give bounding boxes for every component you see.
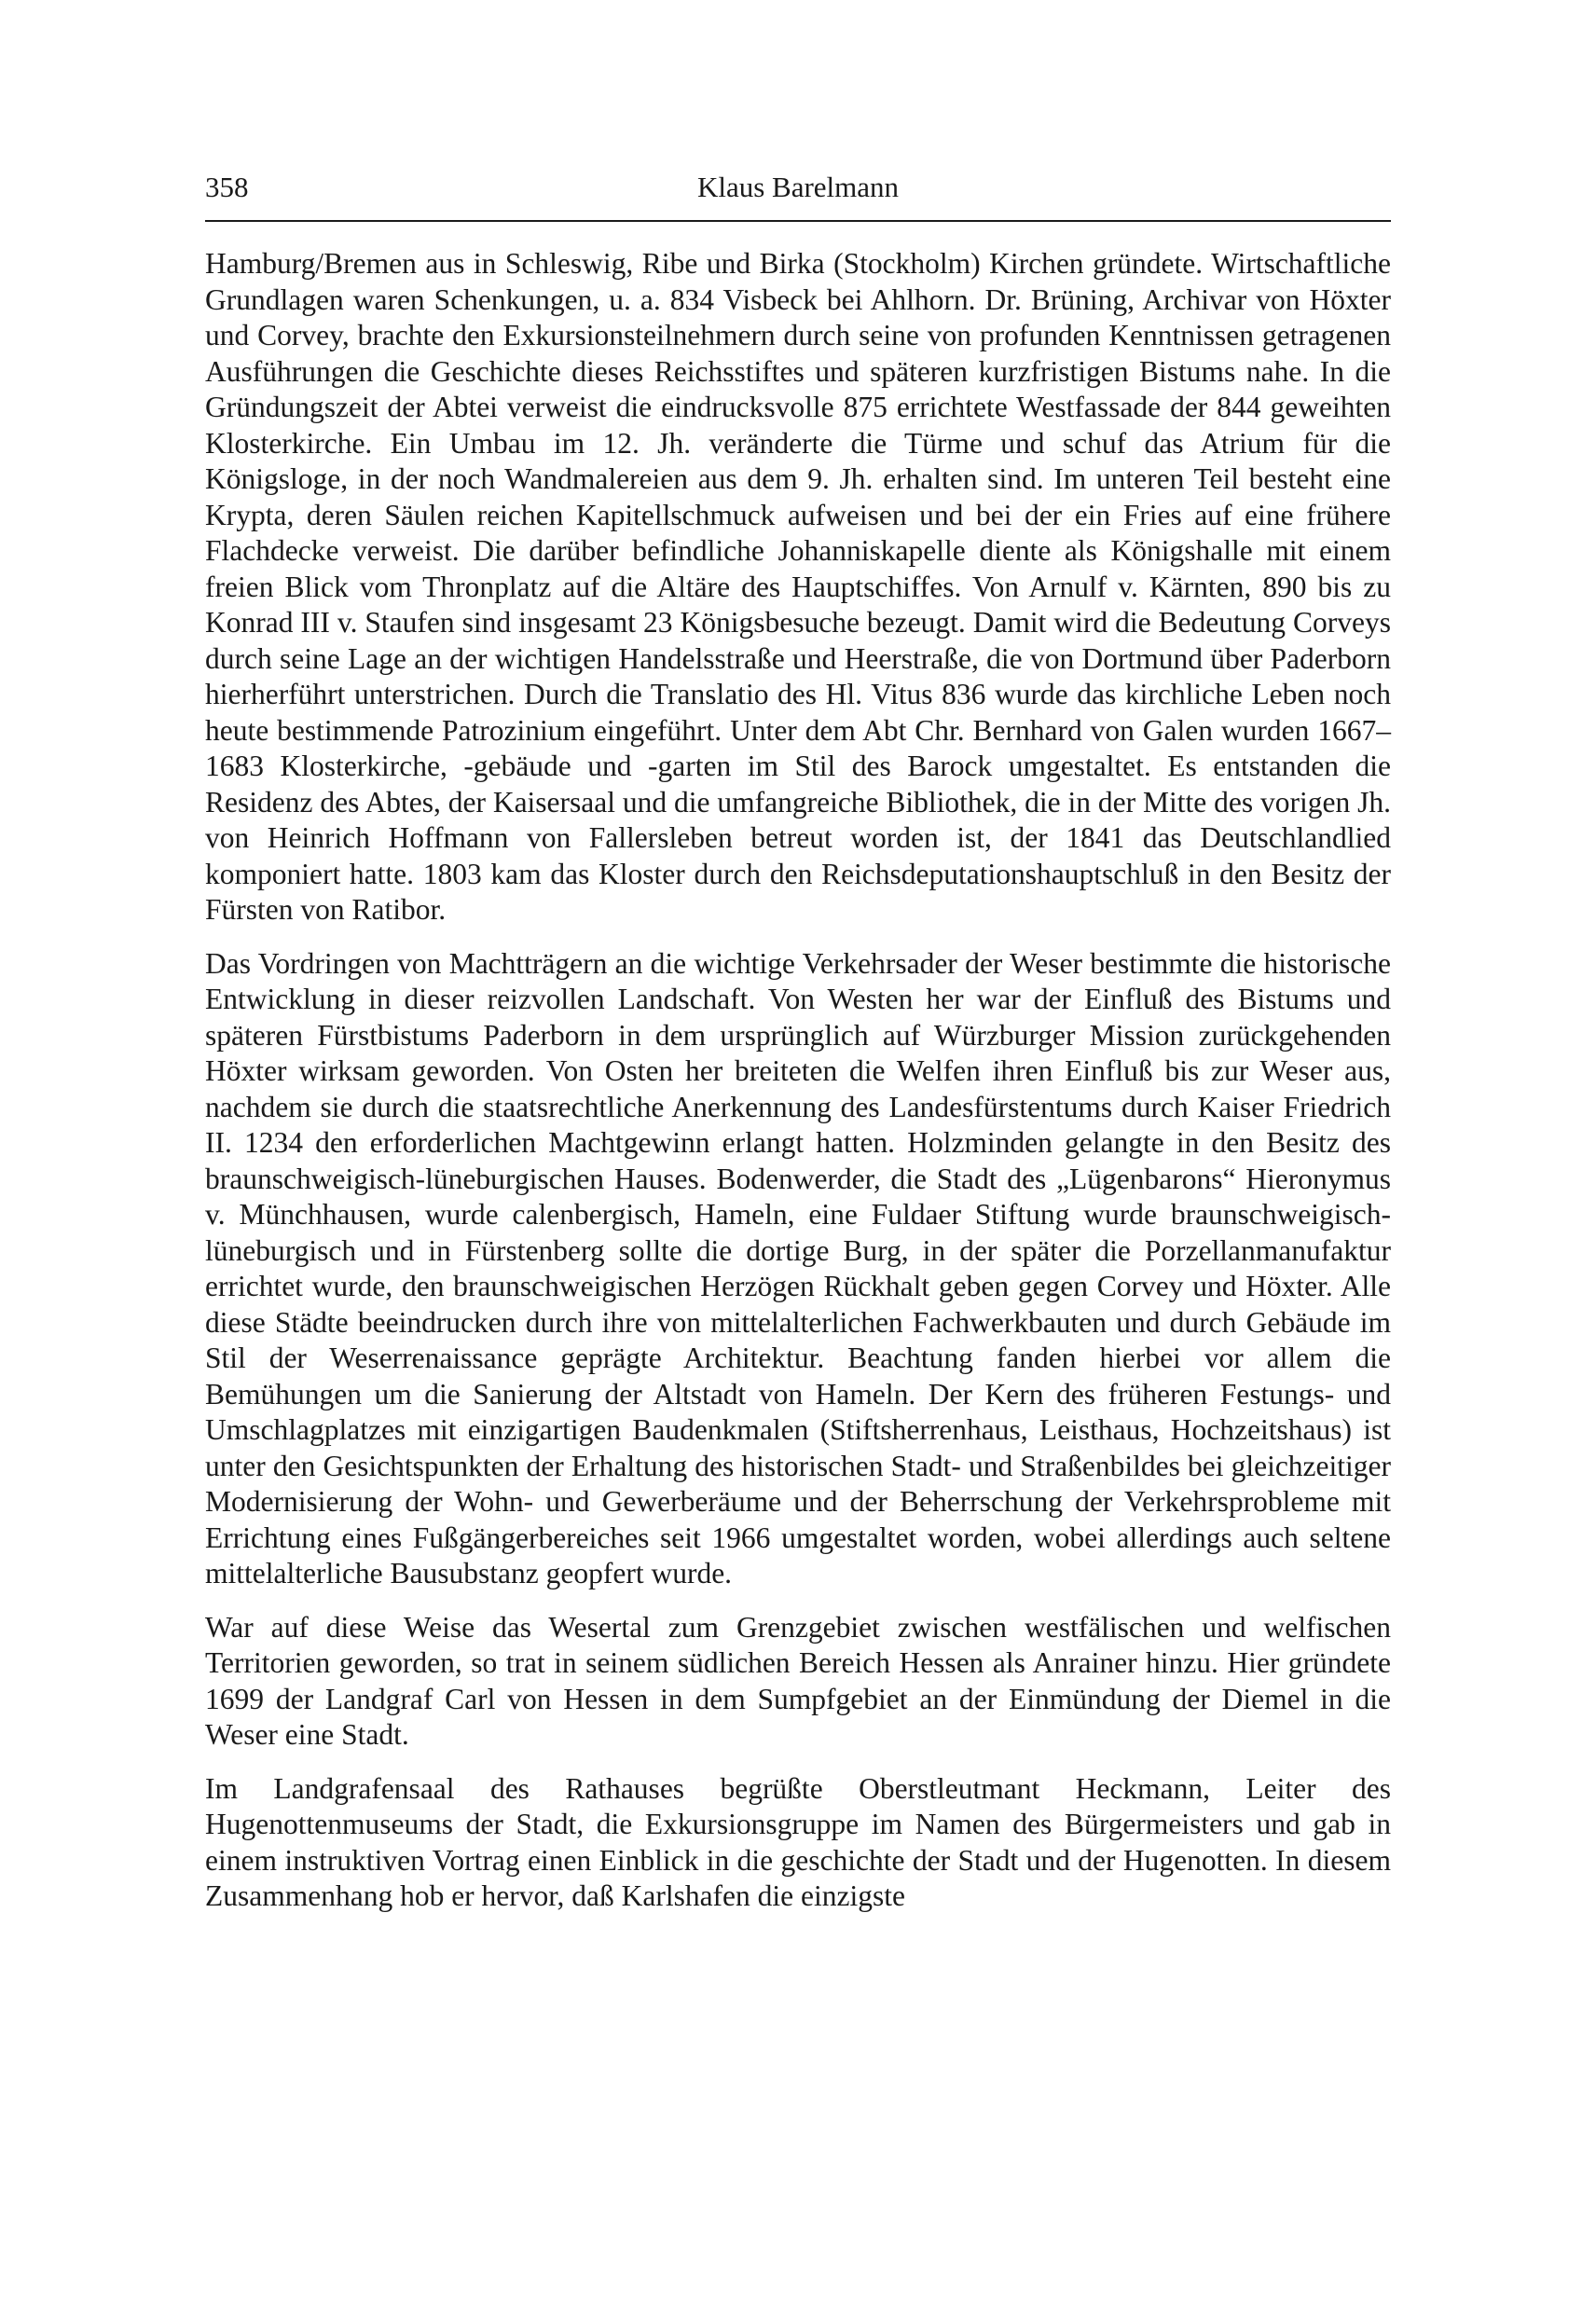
header-rule — [205, 220, 1391, 222]
body-text — [205, 246, 1391, 1933]
paragraph: War auf diese Weise das Wesertal zum Grenzgebiet zwischen westfälischen und welfischen Territorien geworden, so trat in seinem südlichen Bereich Hessen als Anrainer hinzu. Hier gründete 1699 der Landgraf Carl von Hessen in dem Sumpfgebiet an der Einmündung der Diemel in die Weser eine Stadt. — [205, 1610, 1391, 1751]
paragraph: Im Landgrafensaal des Rathauses begrüßte Oberstleutmant Heckmann, Leiter des Hugenottenmuseums der Stadt, die Exkursionsgruppe im Namen des Bürgermeisters und gab in einem instruktiven Vortrag einen Einblick in die geschichte der Stadt und der Hugenotten. In diesem Zusammenhang hob er hervor, daß Karlshafen die einzigste — [205, 1771, 1391, 1912]
paragraph: Das Vordringen von Machtträgern an die wichtige Verkehrsader der Weser bestimmte die historische Entwicklung in dieser reizvollen Landschaft. Von Westen her war der Einfluß des Bistums und späteren Fürstbistums Paderborn in dem ursprünglich auf Würzburger Mission zurückgehenden Höxter wirksam geworden. Von Osten her breiteten die Welfen ihren Einfluß bis zur Weser aus, nachdem sie durch die staatsrechtliche Anerkennung des Landesfürstentums durch Kaiser Friedrich II. 1234 den erforderlichen Machtgewinn erlangt hatten. Holzminden gelangte in den Besitz des braunschweigisch-lüneburgischen Hauses. Bodenwerder, die Stadt des „Lügenbarons“ Hieronymus v. Münchhausen, wurde calenbergisch, Hameln, eine Fuldaer Stiftung wurde braunschweigisch-lüneburgisch und in Fürstenberg sollte die dortige Burg, in der später die Porzellanmanufaktur errichtet wurde, den braunschweigischen Herzögen Rückhalt geben gegen Corvey und Höxter. Alle diese Städte beeindrucken durch ihre von mittelalterlichen Fachwerkbauten und durch Gebäude im Stil der Weserrenaissance geprägte Architektur. Beachtung fanden hierbei vor allem die Bemühungen um die Sanierung der Altstadt von Hameln. Der Kern des früheren Festungs- und Umschlagplatzes mit einzigartigen Baudenkmalen (Stiftsherrenhaus, Leisthaus, Hochzeitshaus) ist unter den Gesichtspunkten der Erhaltung des historischen Stadt- und Straßenbildes bei gleichzeitiger Modernisierung der Wohn- und Gewerberäume und der Beherrschung der Verkehrsprobleme mit Errichtung eines Fußgängerbereiches seit 1966 umgestaltet worden, wobei allerdings auch seltene mittelalterliche Bausubstanz geopfert wurde. — [205, 946, 1391, 1590]
page-header — [205, 166, 1391, 209]
paragraph: Hamburg/Bremen aus in Schleswig, Ribe und Birka (Stockholm) Kirchen gründete. Wirtschaftliche Grundlagen waren Schenkungen, u. a. 834 Visbeck bei Ahlhorn. Dr. Brüning, Archivar von Höxter und Corvey, brachte den Exkursionsteilnehmern durch seine von profunden Kenntnissen getragenen Ausführungen die Geschichte dieses Reichsstiftes und späteren kurzfristigen Bistums nahe. In die Gründungszeit der Abtei verweist die eindrucksvolle 875 errichtete Westfassade der 844 geweihten Klosterkirche. Ein Umbau im 12. Jh. veränderte die Türme und schuf das Atrium für die Königsloge, in der noch Wandmalereien aus dem 9. Jh. erhalten sind. Im unteren Teil besteht eine Krypta, deren Säulen reichen Kapitellschmuck aufweisen und bei der ein Fries auf eine frühere Flachdecke verweist. Die darüber befindliche Johanniskapelle diente als Königshalle mit einem freien Blick vom Thronplatz auf die Altäre des Hauptschiffes. Von Arnulf v. Kärnten, 890 bis zu Konrad III v. Staufen sind insgesamt 23 Königsbesuche bezeugt. Damit wird die Bedeutung Corveys durch seine Lage an der wichtigen Handelsstraße und Heerstraße, die von Dortmund über Paderborn hierherführt unterstrichen. Durch die Translatio des Hl. Vitus 836 wurde das kirchliche Leben noch heute bestimmende Patrozinium eingeführt. Unter dem Abt Chr. Bernhard von Galen wurden 1667–1683 Klosterkirche, -gebäude und -garten im Stil des Barock umgestaltet. Es entstanden die Residenz des Abtes, der Kaisersaal und die umfangreiche Bibliothek, die in der Mitte des vorigen Jh. von Heinrich Hoffmann von Fallersleben betreut worden ist, der 1841 das Deutschlandlied komponiert hatte. 1803 kam das Kloster durch den Reichsdeputationshauptschluß in den Besitz der Fürsten von Ratibor. — [205, 247, 1391, 926]
running-head: Klaus Barelmann — [696, 171, 900, 203]
page-number: 358 — [205, 171, 249, 203]
